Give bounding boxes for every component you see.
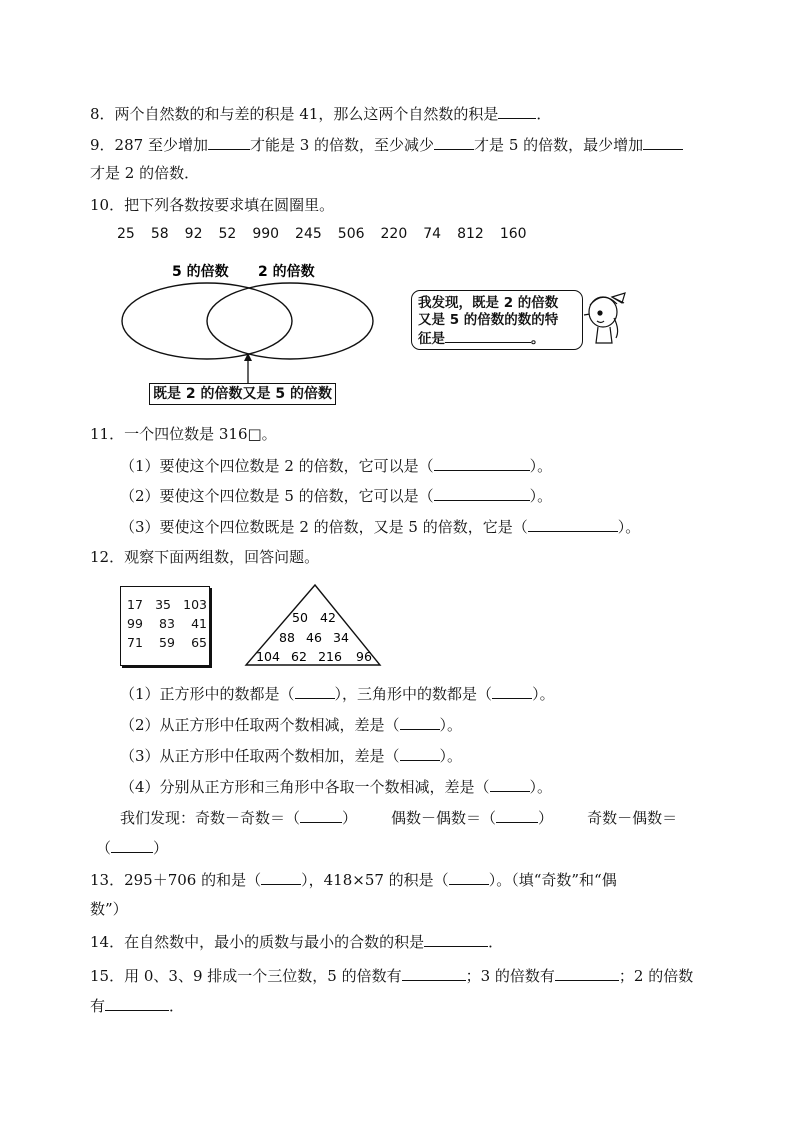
square-number: 99 bbox=[127, 616, 143, 631]
triangle-number: 88 bbox=[279, 630, 295, 645]
triangle-number: 50 bbox=[292, 610, 308, 625]
answer-blank[interactable] bbox=[555, 965, 619, 981]
triangle-number: 34 bbox=[333, 630, 349, 645]
question-11: 11．一个四位数是 316□。 bbox=[90, 425, 277, 443]
question-14: 14．在自然数中，最小的质数与最小的合数的积是 ． bbox=[90, 933, 504, 951]
answer-blank[interactable] bbox=[295, 683, 335, 699]
triangle-number: 42 bbox=[320, 610, 336, 625]
number-item[interactable]: 58 bbox=[150, 226, 169, 242]
answer-blank[interactable] bbox=[490, 776, 530, 792]
question-9-cont: 才是 2 的倍数． bbox=[90, 164, 200, 182]
answer-blank[interactable] bbox=[434, 455, 530, 471]
number-item[interactable]: 245 bbox=[295, 226, 322, 242]
number-square bbox=[120, 586, 210, 666]
question-12-part-2: （2）从正方形中任取两个数相减，差是（ ）。 bbox=[120, 716, 463, 734]
triangle-number: 96 bbox=[356, 649, 372, 664]
question-13-cont: 数”） bbox=[90, 900, 128, 918]
venn-label-right: 2 的倍数 bbox=[258, 264, 315, 280]
answer-blank[interactable] bbox=[492, 683, 532, 699]
question-11-part-3: （3）要使这个四位数既是 2 的倍数，又是 5 的倍数，它是（ ）。 bbox=[120, 518, 641, 536]
venn-label-left: 5 的倍数 bbox=[172, 264, 229, 280]
square-number: 65 bbox=[191, 635, 207, 650]
triangle-number: 62 bbox=[291, 649, 307, 664]
question-11-part-2: （2）要使这个四位数是 5 的倍数，它可以是（ ）。 bbox=[120, 487, 553, 505]
number-item[interactable]: 990 bbox=[252, 226, 280, 242]
square-number: 59 bbox=[159, 635, 175, 650]
question-12: 12．观察下面两组数，回答问题。 bbox=[90, 548, 320, 566]
square-row bbox=[127, 597, 207, 612]
triangle-number: 46 bbox=[306, 630, 322, 645]
question-11-part-1: （1）要使这个四位数是 2 的倍数，它可以是（ ）。 bbox=[120, 457, 553, 475]
answer-blank[interactable] bbox=[105, 995, 169, 1011]
answer-blank[interactable] bbox=[111, 837, 153, 853]
answer-blank[interactable] bbox=[424, 931, 488, 947]
answer-blank[interactable] bbox=[402, 965, 466, 981]
venn-bottom-label: 既是 2 的倍数又是 5 的倍数 bbox=[149, 383, 336, 405]
square-number: 71 bbox=[127, 635, 143, 650]
number-item[interactable]: 812 bbox=[457, 226, 484, 242]
square-number: 103 bbox=[183, 597, 207, 612]
question-12-part-1: （1）正方形中的数都是（ ），三角形中的数都是（ ）。 bbox=[120, 685, 555, 703]
question-12-part-4: （4）分别从正方形和三角形中各取一个数相减，差是（ ）。 bbox=[120, 778, 553, 796]
question-13: 13．295＋706 的和是（ ），418×57 的积是（ ）。（填“奇数”和“偶 bbox=[90, 871, 617, 889]
answer-blank[interactable] bbox=[400, 745, 440, 761]
number-item[interactable]: 506 bbox=[337, 226, 365, 242]
square-number: 17 bbox=[127, 597, 143, 612]
question-10: 10．把下列各数按要求填在圆圈里。 bbox=[90, 196, 335, 214]
number-item[interactable]: 74 bbox=[423, 226, 442, 242]
square-number: 83 bbox=[159, 616, 175, 631]
answer-blank[interactable] bbox=[445, 329, 531, 343]
square-row bbox=[127, 616, 207, 631]
square-number: 41 bbox=[191, 616, 207, 631]
number-item[interactable]: 220 bbox=[380, 226, 408, 242]
question-9: 9．287 至少增加 才能是 3 的倍数，至少减少 才是 5 的倍数，最少增加 bbox=[90, 134, 683, 155]
answer-blank[interactable] bbox=[261, 869, 301, 885]
question-8: 8．两个自然数的和与差的积是 41，那么这两个自然数的积是 ． bbox=[90, 105, 552, 123]
venn-circle-right[interactable] bbox=[207, 283, 373, 359]
question-12-findings: 我们发现：奇数－奇数＝（ ） 偶数－偶数＝（ ） 奇数－偶数＝ bbox=[120, 809, 678, 827]
speech-bubble: 我发现，既是 2 的倍数 又是 5 的倍数的数的特 征是 。 bbox=[411, 290, 583, 350]
square-number: 35 bbox=[155, 597, 171, 612]
answer-blank[interactable] bbox=[434, 485, 530, 501]
number-item[interactable]: 25 bbox=[117, 226, 135, 242]
triangle-number: 216 bbox=[318, 649, 342, 664]
answer-blank[interactable] bbox=[528, 516, 618, 532]
girl-illustration bbox=[584, 293, 625, 343]
question-15-cont: 有 ． bbox=[90, 997, 185, 1015]
answer-blank[interactable] bbox=[496, 807, 538, 823]
number-item[interactable]: 160 bbox=[499, 226, 527, 242]
answer-blank[interactable] bbox=[449, 869, 489, 885]
number-item[interactable]: 52 bbox=[218, 226, 237, 242]
question-12-findings-cont: （ ） bbox=[96, 839, 169, 857]
number-item[interactable]: 92 bbox=[184, 226, 203, 242]
question-15: 15．用 0、3、9 排成一个三位数，5 的倍数有 ；3 的倍数有 ；2 的倍数 bbox=[90, 967, 694, 985]
square-row bbox=[127, 635, 207, 650]
triangle-number: 104 bbox=[256, 649, 280, 664]
question-12-part-3: （3）从正方形中任取两个数相加，差是（ ）。 bbox=[120, 747, 463, 765]
answer-blank[interactable] bbox=[300, 807, 342, 823]
answer-blank[interactable] bbox=[400, 714, 440, 730]
